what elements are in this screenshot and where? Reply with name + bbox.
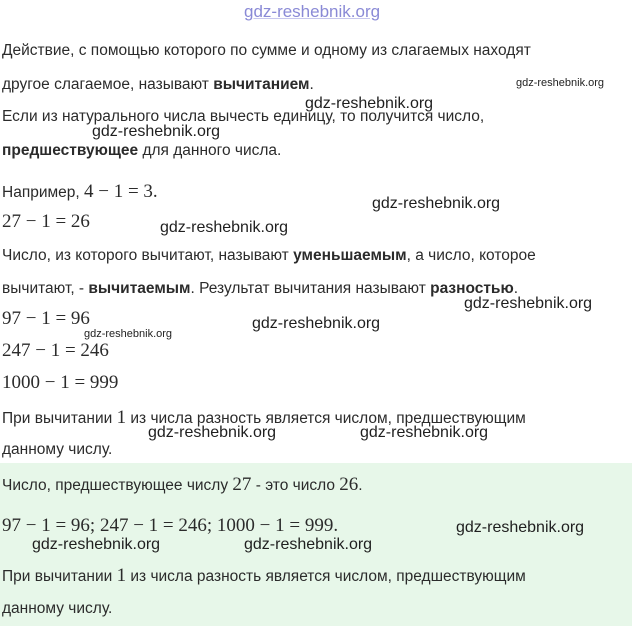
equation-1: 97 − 1 = 96	[2, 308, 90, 329]
p4-line1: При вычитании 1 из числа разность является числом, предшествующим	[2, 407, 526, 428]
answer-line1: Число, предшествующее числу 27 - это число 26.	[2, 474, 363, 495]
p4-line2: данному числу.	[2, 441, 113, 458]
p3-line2: вычитают, - вычитаемым. Результат вычитания называют разностью.	[2, 280, 519, 297]
watermark: gdz-reshebnik.org	[360, 424, 489, 441]
watermark: gdz-reshebnik.org	[305, 95, 434, 112]
watermark-top: gdz-reshebnik.org	[244, 2, 381, 21]
watermark: gdz-reshebnik.org	[84, 328, 173, 340]
example-line: Например, 4 − 1 = 3.	[2, 181, 158, 202]
answer-line4: данному числу.	[2, 600, 113, 617]
example-eq1: 4 − 1 = 3.	[84, 181, 158, 202]
watermark: gdz-reshebnik.org	[456, 519, 585, 536]
equation-2: 247 − 1 = 246	[2, 340, 109, 361]
watermark: gdz-reshebnik.org	[244, 536, 373, 553]
p2-line2: предшествующее для данного числа.	[2, 142, 282, 159]
p3-line1: Число, из которого вычитают, называют уменьшаемым, а число, которое	[2, 247, 536, 264]
p2-line1: Если из натурального числа вычесть единицу, то получится число,	[2, 108, 485, 125]
term-minuend: уменьшаемым	[293, 247, 407, 264]
watermark: gdz-reshebnik.org	[92, 123, 221, 140]
p1-line2: другое слагаемое, называют вычитанием.	[2, 76, 314, 93]
term-subtrahend: вычитаемым	[88, 280, 191, 297]
term-subtraction: вычитанием	[213, 76, 310, 93]
answer-equations: 97 − 1 = 96; 247 − 1 = 246; 1000 − 1 = 999.	[2, 515, 339, 536]
example-eq2: 27 − 1 = 26	[2, 211, 90, 232]
watermark: gdz-reshebnik.org	[464, 295, 593, 312]
watermark: gdz-reshebnik.org	[32, 536, 161, 553]
equation-3: 1000 − 1 = 999	[2, 372, 119, 393]
watermark: gdz-reshebnik.org	[160, 219, 289, 236]
p1-line1: Действие, с помощью которого по сумме и одному из слагаемых находят	[2, 42, 531, 59]
watermark: gdz-reshebnik.org	[148, 424, 277, 441]
term-preceding: предшествующее	[2, 142, 139, 159]
watermark: gdz-reshebnik.org	[372, 195, 501, 212]
watermark: gdz-reshebnik.org	[252, 315, 381, 332]
term-difference: разностью	[430, 280, 514, 297]
answer-line3: При вычитании 1 из числа разность является числом, предшествующим	[2, 565, 526, 586]
watermark: gdz-reshebnik.org	[516, 77, 605, 89]
